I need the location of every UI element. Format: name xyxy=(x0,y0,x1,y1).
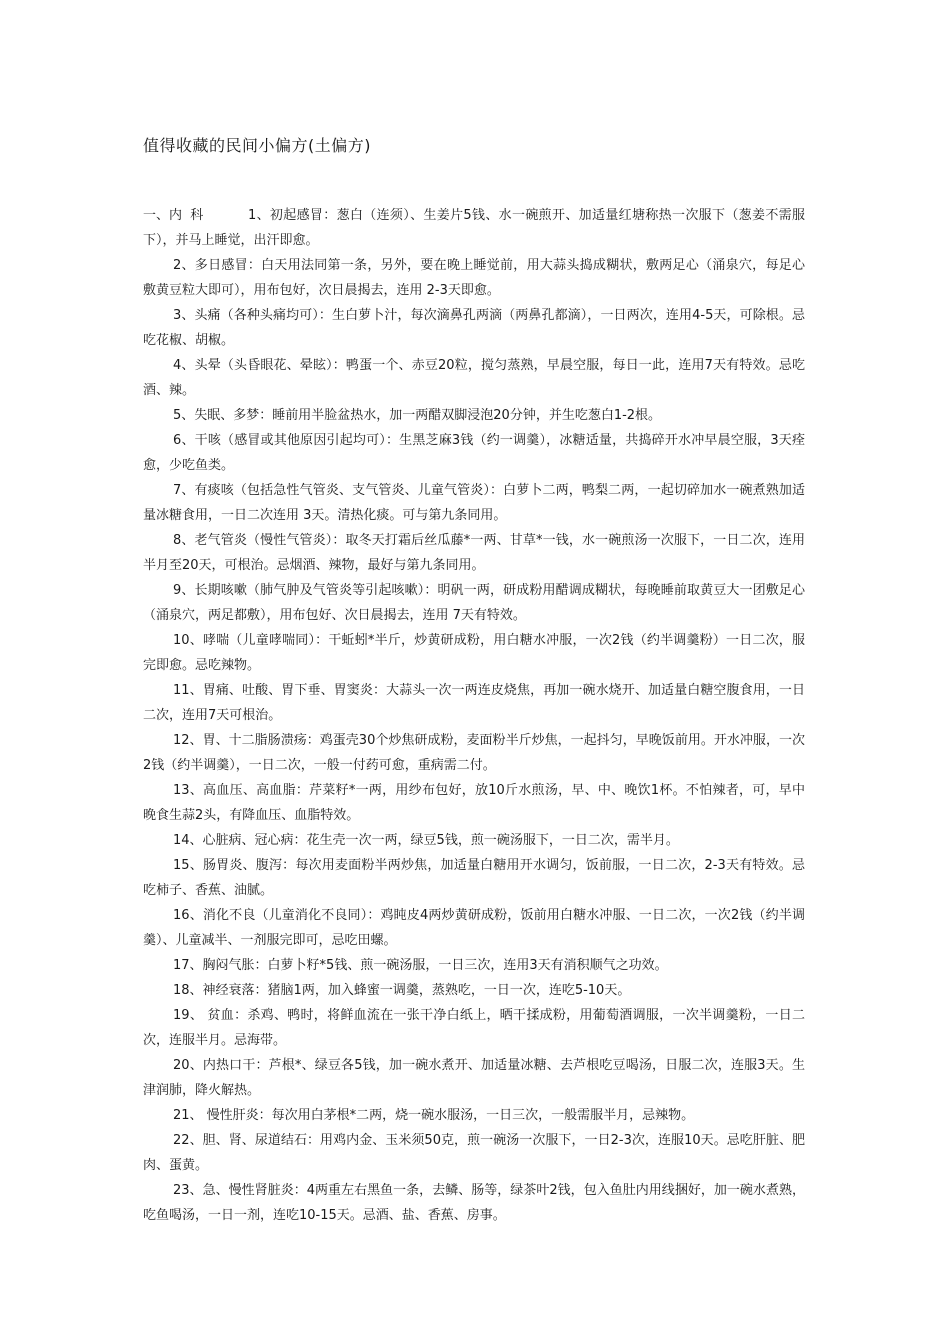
paragraph-11: 11、胃痛、吐酸、胃下垂、胃窦炎：大蒜头一次一两连皮烧焦，再加一碗水烧开、加适量白糖空腹食用，一日二次，连用7天可根治。 xyxy=(143,683,805,723)
section-heading: 一、内 科 xyxy=(143,208,204,223)
paragraph-10: 10、哮喘（儿童哮喘同）：干蚯蚓*半斤，炒黄研成粉，用白糖水冲服，一次2钱（约半调羹粉）一日二次，服完即愈。忌吃辣物。 xyxy=(143,633,805,673)
paragraph-18: 18、神经衰落：猪脑1两，加入蜂蜜一调羹，蒸熟吃，一日一次，连吃5-10天。 xyxy=(173,983,631,998)
paragraph-2: 2、多日感冒：白天用法同第一条，另外，要在晚上睡觉前，用大蒜头捣成糊状，敷两足心（涌泉穴，每足心敷黄豆粒大即可），用布包好，次日晨揭去，连用 2-3天即愈。 xyxy=(143,258,805,298)
paragraph-21: 21、 慢性肝炎：每次用白茅根*二两，烧一碗水服汤，一日三次，一般需服半月，忌辣物。 xyxy=(173,1108,695,1123)
document-body xyxy=(143,203,805,1228)
paragraph-1 xyxy=(143,203,805,253)
document-title: 值得收藏的民间小偏方(土偏方) xyxy=(143,136,371,155)
paragraph-22: 22、胆、肾、尿道结石：用鸡内金、玉米须50克，煎一碗汤一次服下，一日2-3次，连服10天。忌吃肝脏、肥肉、蛋黄。 xyxy=(143,1133,805,1173)
paragraph-9: 9、长期咳嗽（肺气肿及气管炎等引起咳嗽）：明矾一两，研成粉用醋调成糊状，每晚睡前取黄豆大一团敷足心（涌泉穴，两足都敷），用布包好、次日晨揭去，连用 7天有特效。 xyxy=(143,583,805,623)
paragraph-5: 5、失眠、多梦：睡前用半脸盆热水，加一两醋双脚浸泡20分钟，并生吃葱白1-2根。 xyxy=(173,408,662,423)
paragraph-3: 3、头痛（各种头痛均可）：生白萝卜汁，每次滴鼻孔两滴（两鼻孔都滴），一日两次，连用4-5天，可除根。忌吃花椒、胡椒。 xyxy=(143,308,805,348)
paragraph-15: 15、肠胃炎、腹泻：每次用麦面粉半两炒焦，加适量白糖用开水调匀，饭前服，一日二次，2-3天有特效。忌吃柿子、香蕉、油腻。 xyxy=(143,858,805,898)
paragraph-23: 23、急、慢性肾脏炎：4两重左右黑鱼一条，去鳞、肠等，绿茶叶2钱，包入鱼肚内用线捆好，加一碗水煮熟，吃鱼喝汤，一日一剂，连吃10-15天。忌酒、盐、香蕉、房事。 xyxy=(143,1183,805,1223)
paragraph-8: 8、老气管炎（慢性气管炎）：取冬天打霜后丝瓜藤*一两、甘草*一钱，水一碗煎汤一次服下，一日二次，连用半月至20天，可根治。忌烟酒、辣物，最好与第九条同用。 xyxy=(143,533,805,573)
paragraph-7: 7、有痰咳（包括急性气管炎、支气管炎、儿童气管炎）：白萝卜二两，鸭梨二两，一起切碎加水一碗煮熟加适量冰糖食用，一日二次连用 3天。清热化痰。可与第九条同用。 xyxy=(143,483,805,523)
paragraph-text: 1、初起感冒：葱白（连须）、生姜片5钱、水一碗煎开、加适量红塘称热一次服下（葱姜不需服下），并马上睡觉，出汗即愈。 xyxy=(143,208,805,248)
paragraph-6: 6、干咳（感冒或其他原因引起均可）：生黑芝麻3钱（约一调羹），冰糖适量，共捣碎开水冲早晨空服，3天痊愈，少吃鱼类。 xyxy=(143,433,805,473)
paragraph-17: 17、胸闷气胀：白萝卜籽*5钱、煎一碗汤服，一日三次，连用3天有消积顺气之功效。 xyxy=(173,958,668,973)
paragraph-13: 13、高血压、高血脂：芹菜籽*一两，用纱布包好，放10斤水煎汤，早、中、晚饮1杯。不怕辣者，可，早中晚食生蒜2头，有降血压、血脂特效。 xyxy=(143,783,805,823)
paragraph-4: 4、头晕（头昏眼花、晕眩）：鸭蛋一个、赤豆20粒，搅匀蒸熟，早晨空服，每日一此，连用7天有特效。忌吃酒、辣。 xyxy=(143,358,805,398)
paragraph-12: 12、胃、十二脂肠溃疡：鸡蛋壳30个炒焦研成粉，麦面粉半斤炒焦，一起抖匀，早晚饭前用。开水冲服，一次2钱（约半调羹），一日二次，一般一付药可愈，重病需二付。 xyxy=(143,733,805,773)
paragraph-19: 19、 贫血：杀鸡、鸭时，将鲜血流在一张干净白纸上，晒干揉成粉，用葡萄酒调服，一次半调羹粉，一日二次，连服半月。忌海带。 xyxy=(143,1008,805,1048)
paragraph-20: 20、内热口干：芦根*、绿豆各5钱，加一碗水煮开、加适量冰糖、去芦根吃豆喝汤，日服二次，连服3天。生津润肺，降火解热。 xyxy=(143,1058,805,1098)
paragraph-16: 16、消化不良（儿童消化不良同）：鸡盹皮4两炒黄研成粉，饭前用白糖水冲服、一日二次，一次2钱（约半调羹）、儿童减半、一剂服完即可，忌吃田螺。 xyxy=(143,908,805,948)
paragraph-14: 14、心脏病、冠心病：花生壳一次一两，绿豆5钱，煎一碗汤服下，一日二次，需半月。 xyxy=(173,833,679,848)
